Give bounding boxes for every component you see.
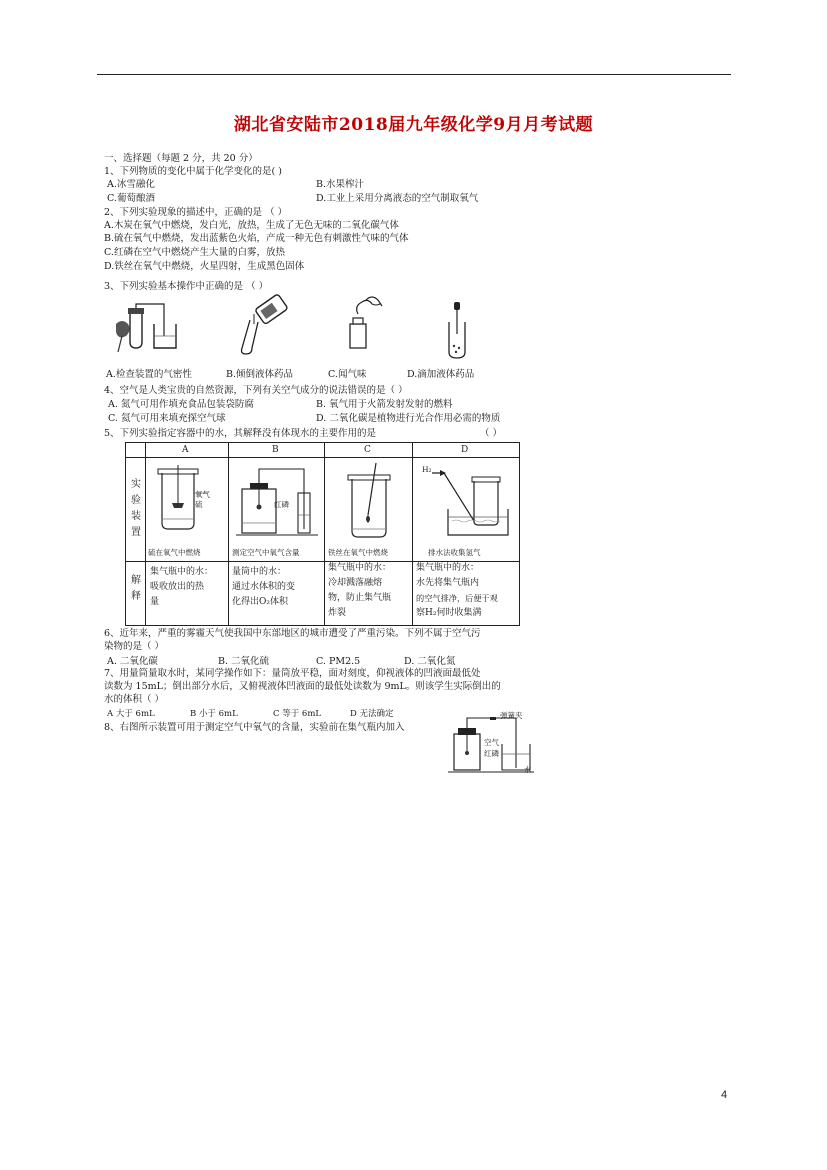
- q5-explain-b-1: 量筒中的水：: [232, 567, 287, 577]
- q5-explain-b-3: 化得出O₂体积: [232, 597, 288, 607]
- q7-line3: 水的体积（ ）: [104, 694, 165, 705]
- q5-figure-c: [336, 461, 406, 541]
- q1-option-c: C.葡萄酿酒: [107, 193, 155, 204]
- q5-col-a: A: [182, 445, 189, 455]
- q6-option-a: A. 二氧化碳: [107, 656, 158, 667]
- q2-option-c: C.红磷在空气中燃烧产生大量的白雾，放热: [104, 247, 285, 258]
- q8-label-clip: 弹簧夹: [500, 711, 523, 720]
- q5-figure-a: [150, 463, 224, 541]
- q5-row-label-explain: 解释: [131, 575, 141, 602]
- q6-option-c: C. PM2.5: [316, 656, 361, 667]
- q5-bracket: （ ）: [480, 428, 503, 439]
- q3-option-c: C.闻气味: [328, 369, 367, 380]
- q5-explain-c-4: 炸裂: [328, 608, 347, 618]
- q5-label-a-sulfur: 硫: [195, 500, 203, 509]
- q3-figure-c-smelling: [340, 294, 390, 354]
- q3-option-d: D.滴加液体药品: [407, 369, 475, 380]
- q3-figure-b-pouring: [232, 294, 292, 354]
- q5-table: [125, 442, 520, 626]
- q8-stem: 8、右图所示装置可用于测定空气中氧气的含量，实验前在集气瓶内加入: [104, 722, 405, 733]
- q5-caption-d: 排水法收集氢气: [428, 548, 481, 557]
- q5-caption-b: 测定空气中氧气含量: [232, 548, 300, 557]
- q7-option-d: D 无法确定: [350, 709, 394, 719]
- q5-explain-c-2: 冷却溅落融熔: [328, 578, 383, 588]
- q1-option-a: A.冰雪融化: [107, 179, 155, 190]
- q1-option-d: D.工业上采用分离液态的空气制取氧气: [316, 193, 479, 204]
- q4-option-d: D. 二氧化碳是植物进行光合作用必需的物质: [316, 413, 501, 424]
- q3-option-a: A.检查装置的气密性: [106, 369, 192, 380]
- q5-explain-c-1: 集气瓶中的水：: [328, 563, 392, 573]
- q5-stem: 5、下列实验指定容器中的水，其解释没有体现水的主要作用的是: [104, 428, 377, 439]
- q5-label-d-h2: H₂: [422, 465, 432, 474]
- section-heading: 一、选择题（每题 2 分，共 20 分）: [104, 153, 258, 164]
- page-title: 湖北省安陆市2018届九年级化学9月月考试题: [233, 115, 594, 135]
- q7-line1: 7、用量筒量取水时，某同学操作如下：量筒放平稳，面对刻度，仰视液体的凹液面最低处: [104, 668, 481, 679]
- q3-option-b: B.倾倒液体药品: [226, 369, 294, 380]
- q7-line2: 读数为 15mL；倒出部分水后，又俯视液体凹液面的最低处读数为 9mL。则该学生实际倒出的: [104, 681, 501, 692]
- q5-caption-c: 铁丝在氧气中燃烧: [328, 548, 388, 557]
- q2-option-d: D.铁丝在氧气中燃烧，火星四射，生成黑色固体: [104, 261, 305, 272]
- q6-option-b: B. 二氧化硫: [218, 656, 270, 667]
- q1-option-b: B.水果榨汁: [316, 179, 365, 190]
- q4-option-c: C. 氦气可用来填充探空气球: [108, 413, 226, 424]
- q2-option-a: A.木炭在氧气中燃烧，发白光，放热，生成了无色无味的二氧化碳气体: [104, 220, 399, 231]
- q8-label-air: 空气: [484, 738, 499, 747]
- q4-option-a: A. 氮气可用作填充食品包装袋防腐: [108, 399, 254, 410]
- q5-caption-a: 硫在氧气中燃烧: [148, 548, 201, 557]
- q7-option-c: C 等于 6mL: [273, 709, 322, 719]
- q7-option-b: B 小于 6mL: [190, 709, 238, 719]
- q5-explain-a-1: 集气瓶中的水：: [150, 567, 214, 577]
- q5-explain-a-2: 吸收放出的热: [150, 582, 205, 592]
- q5-figure-d: [418, 463, 514, 541]
- q2-stem: 2、下列实验现象的描述中，正确的是 （ ）: [104, 207, 288, 218]
- q5-col-d: D: [461, 445, 469, 455]
- q5-explain-d-3: 的空气排净，后便于观: [416, 593, 498, 603]
- q8-label-phosphorus: 红磷: [484, 749, 499, 758]
- q5-explain-d-4: 察H₂何时收集满: [416, 608, 482, 618]
- q5-explain-d-1: 集气瓶中的水：: [416, 563, 480, 573]
- q5-explain-a-3: 量: [150, 597, 160, 607]
- q2-option-b: B.硫在氧气中燃烧，发出蓝紫色火焰，产成一种无色有刺激性气味的气体: [104, 233, 409, 244]
- q5-explain-b-2: 通过水体积的变: [232, 582, 296, 592]
- q4-stem: 4、空气是人类宝贵的自然资源，下列有关空气成分的说法错误的是（ ）: [104, 385, 408, 396]
- q7-option-a: A 大于 6mL: [107, 709, 155, 719]
- header-rule: [97, 74, 731, 75]
- q5-row-label-setup: 实验装置: [131, 479, 141, 538]
- q5-label-a-oxygen: 氧气: [195, 490, 210, 499]
- q1-stem: 1、下列物质的变化中属于化学变化的是( ): [104, 166, 282, 177]
- q5-col-c: C: [364, 445, 371, 455]
- q3-figure-a-airtightness: [108, 302, 188, 362]
- q6-option-d: D. 二氧化氮: [404, 656, 456, 667]
- q3-figure-d-dropping: [443, 300, 473, 360]
- q6-stem-line1: 6、近年来，严重的雾霾天气使我国中东部地区的城市遭受了严重污染。下列不属于空气污: [104, 628, 481, 639]
- q5-col-b: B: [272, 445, 279, 455]
- q5-explain-c-3: 物，防止集气瓶: [328, 593, 392, 603]
- q5-label-b-phosphorus: 红磷: [274, 500, 289, 509]
- page-number: 4: [721, 1089, 728, 1101]
- q6-stem-line2: 染物的是（ ）: [104, 641, 165, 652]
- q8-label-water: 水: [524, 765, 532, 774]
- q5-explain-d-2: 水先将集气瓶内: [416, 578, 480, 588]
- q4-option-b: B. 氧气用于火箭发射发射的燃料: [316, 399, 453, 410]
- q3-stem: 3、下列实验基本操作中正确的是 （ ）: [104, 281, 269, 292]
